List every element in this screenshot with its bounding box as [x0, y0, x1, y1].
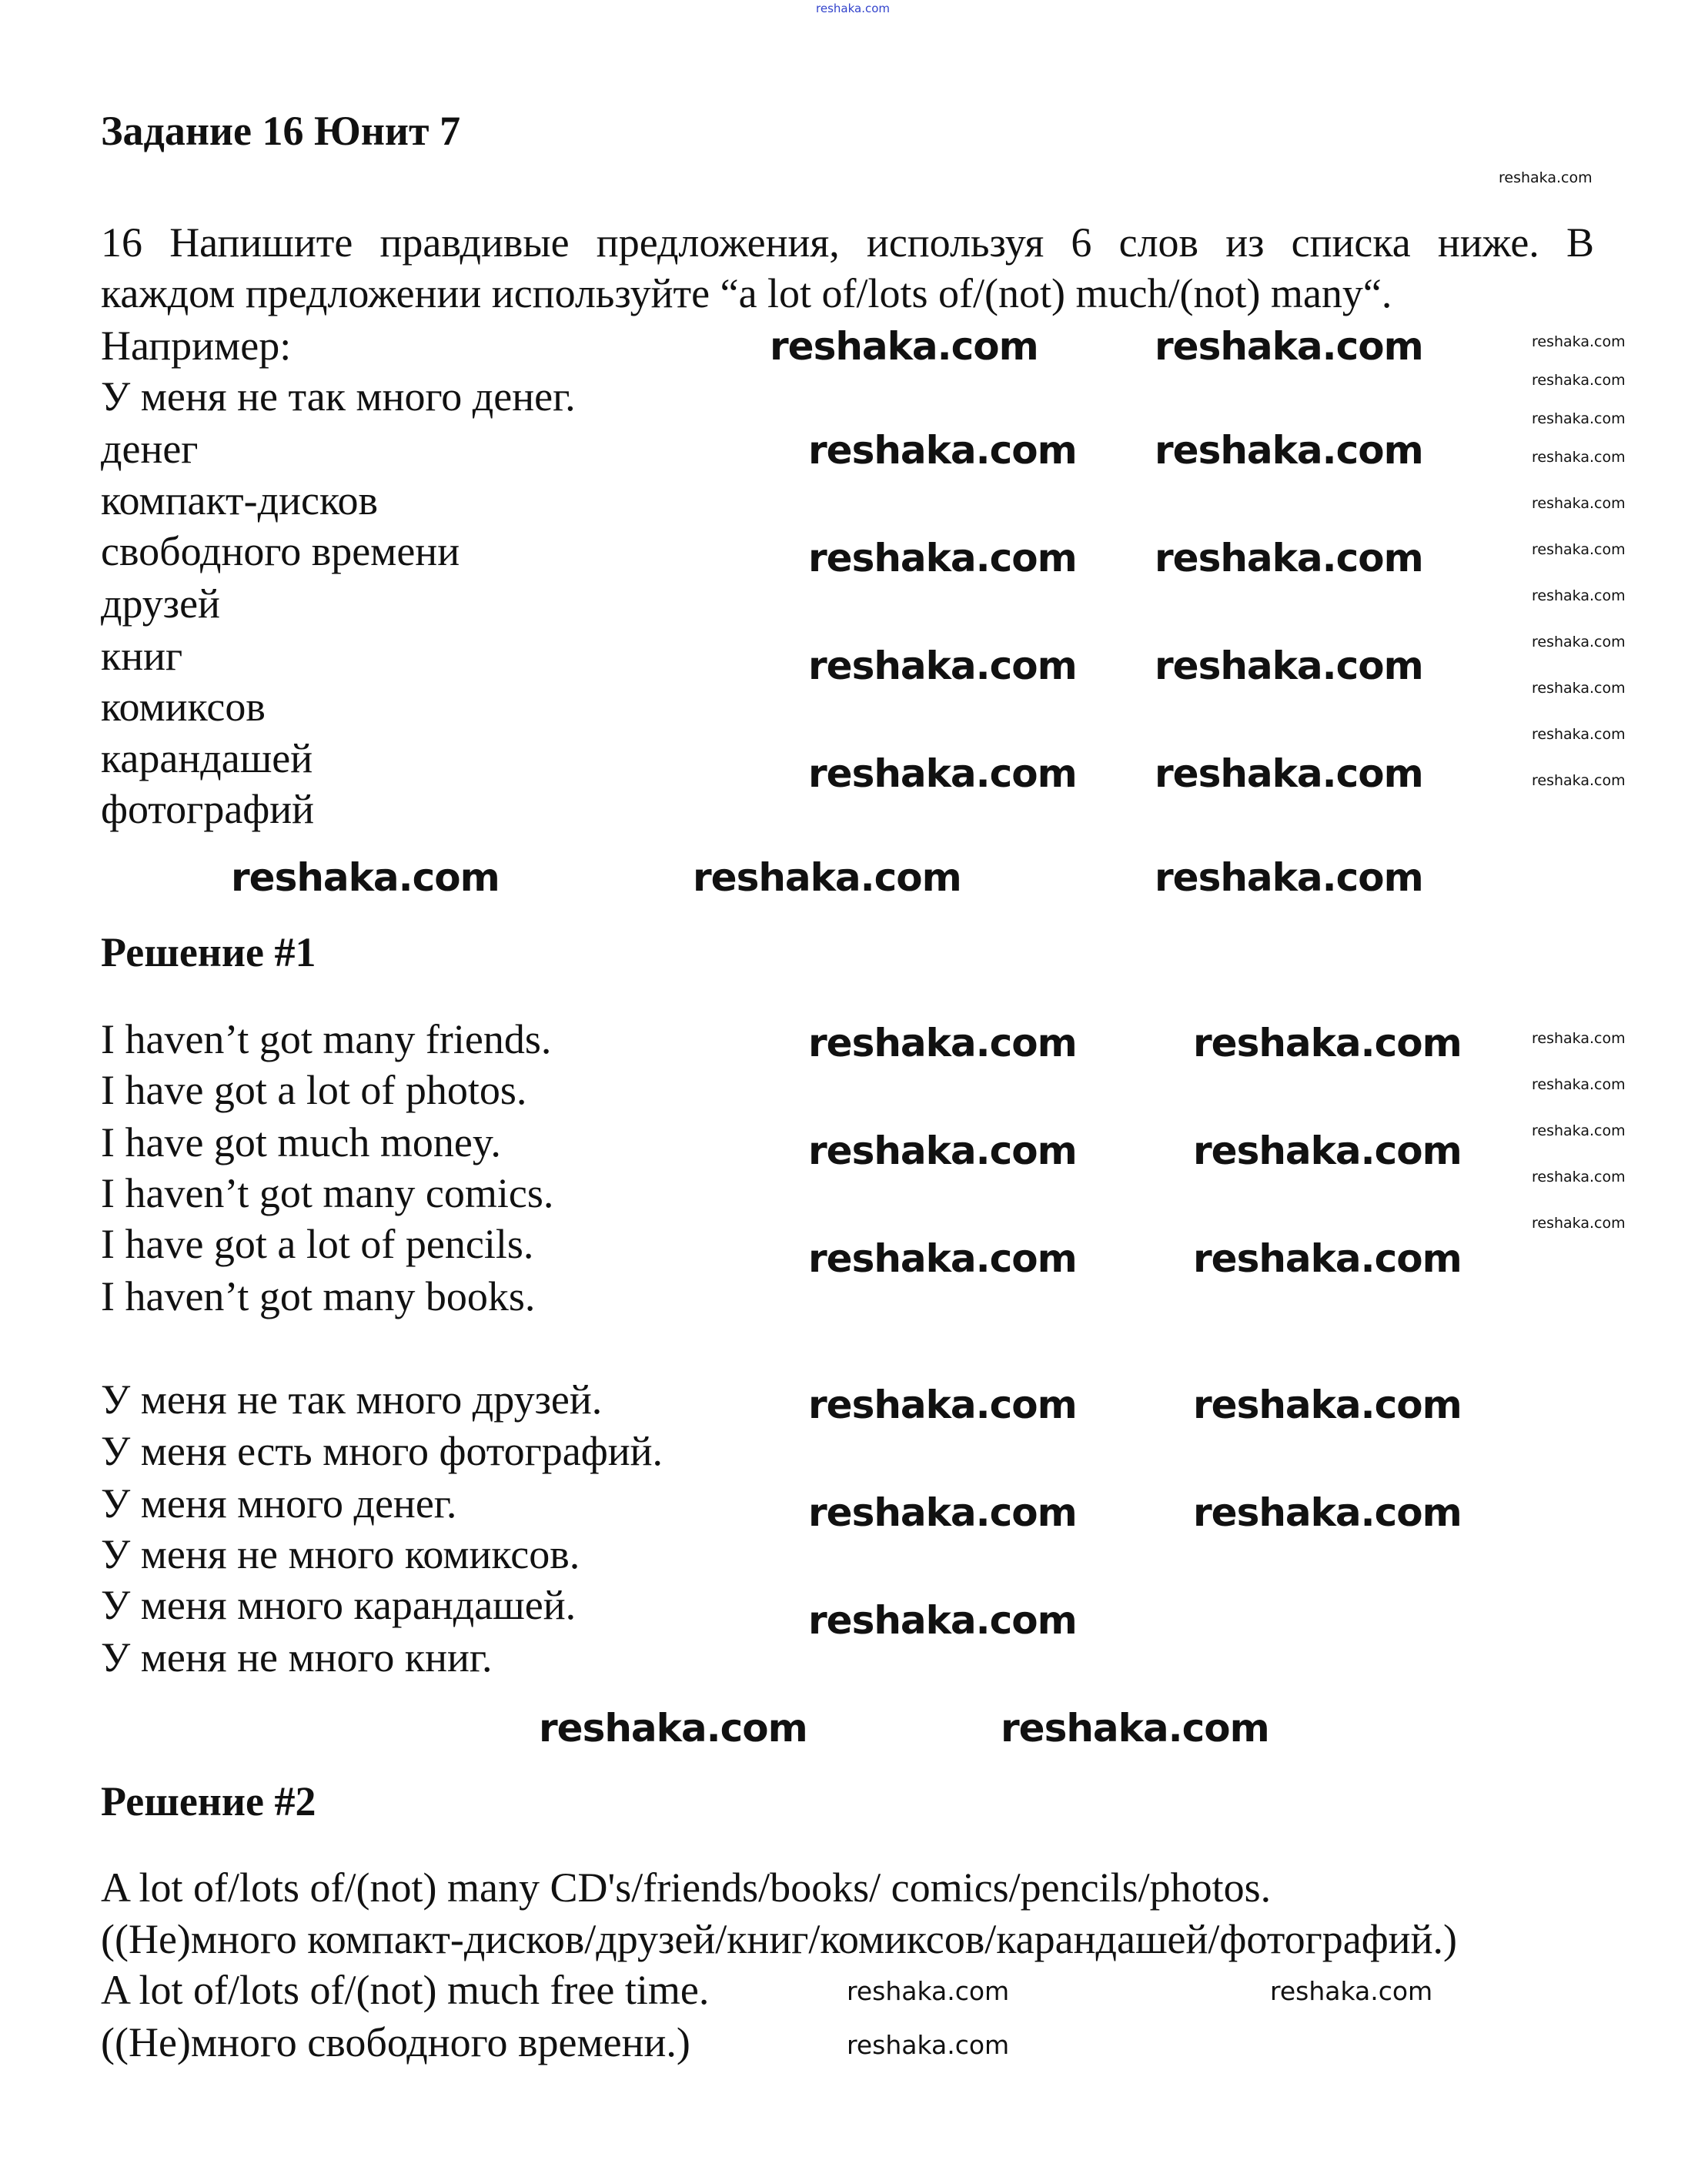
- watermark: reshaka.com: [1532, 1169, 1626, 1185]
- task-text-line: Например:: [101, 323, 292, 369]
- watermark: reshaka.com: [1532, 1030, 1626, 1047]
- task-example: У меня не так много денег.: [101, 373, 576, 420]
- watermark: reshaka.com: [1532, 772, 1626, 789]
- watermark: reshaka.com: [1499, 169, 1593, 186]
- word-list-item: карандашей: [101, 735, 313, 781]
- watermark: reshaka.com: [1532, 587, 1626, 604]
- watermark: reshaka.com: [693, 855, 961, 900]
- watermark: reshaka.com: [808, 428, 1077, 473]
- word-list-item: комиксов: [101, 684, 266, 730]
- solution-1-heading: Решение #1: [101, 929, 316, 975]
- watermark: reshaka.com: [808, 1129, 1077, 1173]
- word-list-item: фотографий: [101, 786, 315, 832]
- watermark: reshaka.com: [1532, 449, 1626, 466]
- solution-1-english-line: I haven’t got many books.: [101, 1273, 536, 1319]
- watermark: reshaka.com: [1155, 324, 1423, 369]
- solution-1-russian-line: У меня много карандашей.: [101, 1582, 577, 1628]
- watermark: reshaka.com: [1155, 751, 1423, 796]
- watermark: reshaka.com: [847, 2030, 1010, 2060]
- watermark: reshaka.com: [1155, 536, 1423, 580]
- watermark: reshaka.com: [1193, 1383, 1462, 1427]
- watermark: reshaka.com: [808, 536, 1077, 580]
- solution-1-english-line: I have got a lot of photos.: [101, 1067, 527, 1113]
- watermark: reshaka.com: [1532, 410, 1626, 427]
- solution-1-russian-line: У меня не так много друзей.: [101, 1376, 603, 1423]
- watermark: reshaka.com: [808, 644, 1077, 688]
- watermark: reshaka.com: [808, 1236, 1077, 1281]
- word-list-item: свободного времени: [101, 528, 460, 574]
- task-text-line: 16 Напишите правдивые предложения, используя 6 слов из списка ниже. В: [101, 219, 1594, 266]
- solution-1-russian-line: У меня есть много фотографий.: [101, 1428, 663, 1474]
- watermark: reshaka.com: [1193, 1490, 1462, 1535]
- watermark: reshaka.com: [1532, 372, 1626, 389]
- watermark: reshaka.com: [1532, 680, 1626, 697]
- task-text-line: каждом предложении используйте “a lot of/lots of/(not) much/(not) many“.: [101, 270, 1392, 316]
- watermark: reshaka.com: [808, 751, 1077, 796]
- solution-1-russian-line: У меня не много книг.: [101, 1634, 493, 1680]
- watermark: reshaka.com: [1532, 495, 1626, 512]
- solution-2-line: A lot of/lots of/(not) much free time.: [101, 1967, 710, 2013]
- watermark: reshaka.com: [231, 855, 500, 900]
- watermark: reshaka.com: [847, 1976, 1010, 2006]
- solution-1-english-line: I haven’t got many comics.: [101, 1170, 554, 1216]
- watermark: reshaka.com: [1532, 333, 1626, 350]
- solution-2-line: A lot of/lots of/(not) many CD's/friends/books/ comics/pencils/photos.: [101, 1864, 1272, 1911]
- watermark: reshaka.com: [539, 1706, 807, 1751]
- solution-1-english-line: I have got much money.: [101, 1119, 501, 1165]
- word-list-item: компакт-дисков: [101, 477, 378, 523]
- solution-1-english-line: I have got a lot of pencils.: [101, 1221, 534, 1267]
- solution-1-russian-line: У меня не много комиксов.: [101, 1531, 580, 1577]
- page-title: Задание 16 Юнит 7: [101, 108, 461, 154]
- solution-1-russian-line: У меня много денег.: [101, 1480, 457, 1527]
- watermark: reshaka.com: [808, 1021, 1077, 1065]
- watermark: reshaka.com: [816, 2, 890, 15]
- word-list-item: книг: [101, 633, 183, 679]
- watermark: reshaka.com: [1532, 1215, 1626, 1232]
- solution-2-line: ((Не)много компакт-дисков/друзей/книг/комиксов/карандашей/фотографий.): [101, 1916, 1457, 1962]
- watermark: reshaka.com: [1155, 855, 1423, 900]
- solution-1-english-line: I haven’t got many friends.: [101, 1016, 552, 1062]
- watermark: reshaka.com: [808, 1383, 1077, 1427]
- watermark: reshaka.com: [1532, 634, 1626, 650]
- watermark: reshaka.com: [1532, 1076, 1626, 1093]
- watermark: reshaka.com: [1155, 428, 1423, 473]
- watermark: reshaka.com: [1001, 1706, 1269, 1751]
- watermark: reshaka.com: [1193, 1129, 1462, 1173]
- word-list-item: друзей: [101, 580, 220, 627]
- watermark: reshaka.com: [1532, 726, 1626, 743]
- watermark: reshaka.com: [1532, 1122, 1626, 1139]
- solution-2-line: ((Не)много свободного времени.): [101, 2019, 690, 2065]
- word-list-item: денег: [101, 426, 199, 472]
- watermark: reshaka.com: [1270, 1976, 1433, 2006]
- watermark: reshaka.com: [770, 324, 1038, 369]
- watermark: reshaka.com: [1155, 644, 1423, 688]
- watermark: reshaka.com: [1532, 541, 1626, 558]
- watermark: reshaka.com: [808, 1490, 1077, 1535]
- watermark: reshaka.com: [1193, 1021, 1462, 1065]
- solution-2-heading: Решение #2: [101, 1778, 316, 1824]
- watermark: reshaka.com: [808, 1598, 1077, 1643]
- watermark: reshaka.com: [1193, 1236, 1462, 1281]
